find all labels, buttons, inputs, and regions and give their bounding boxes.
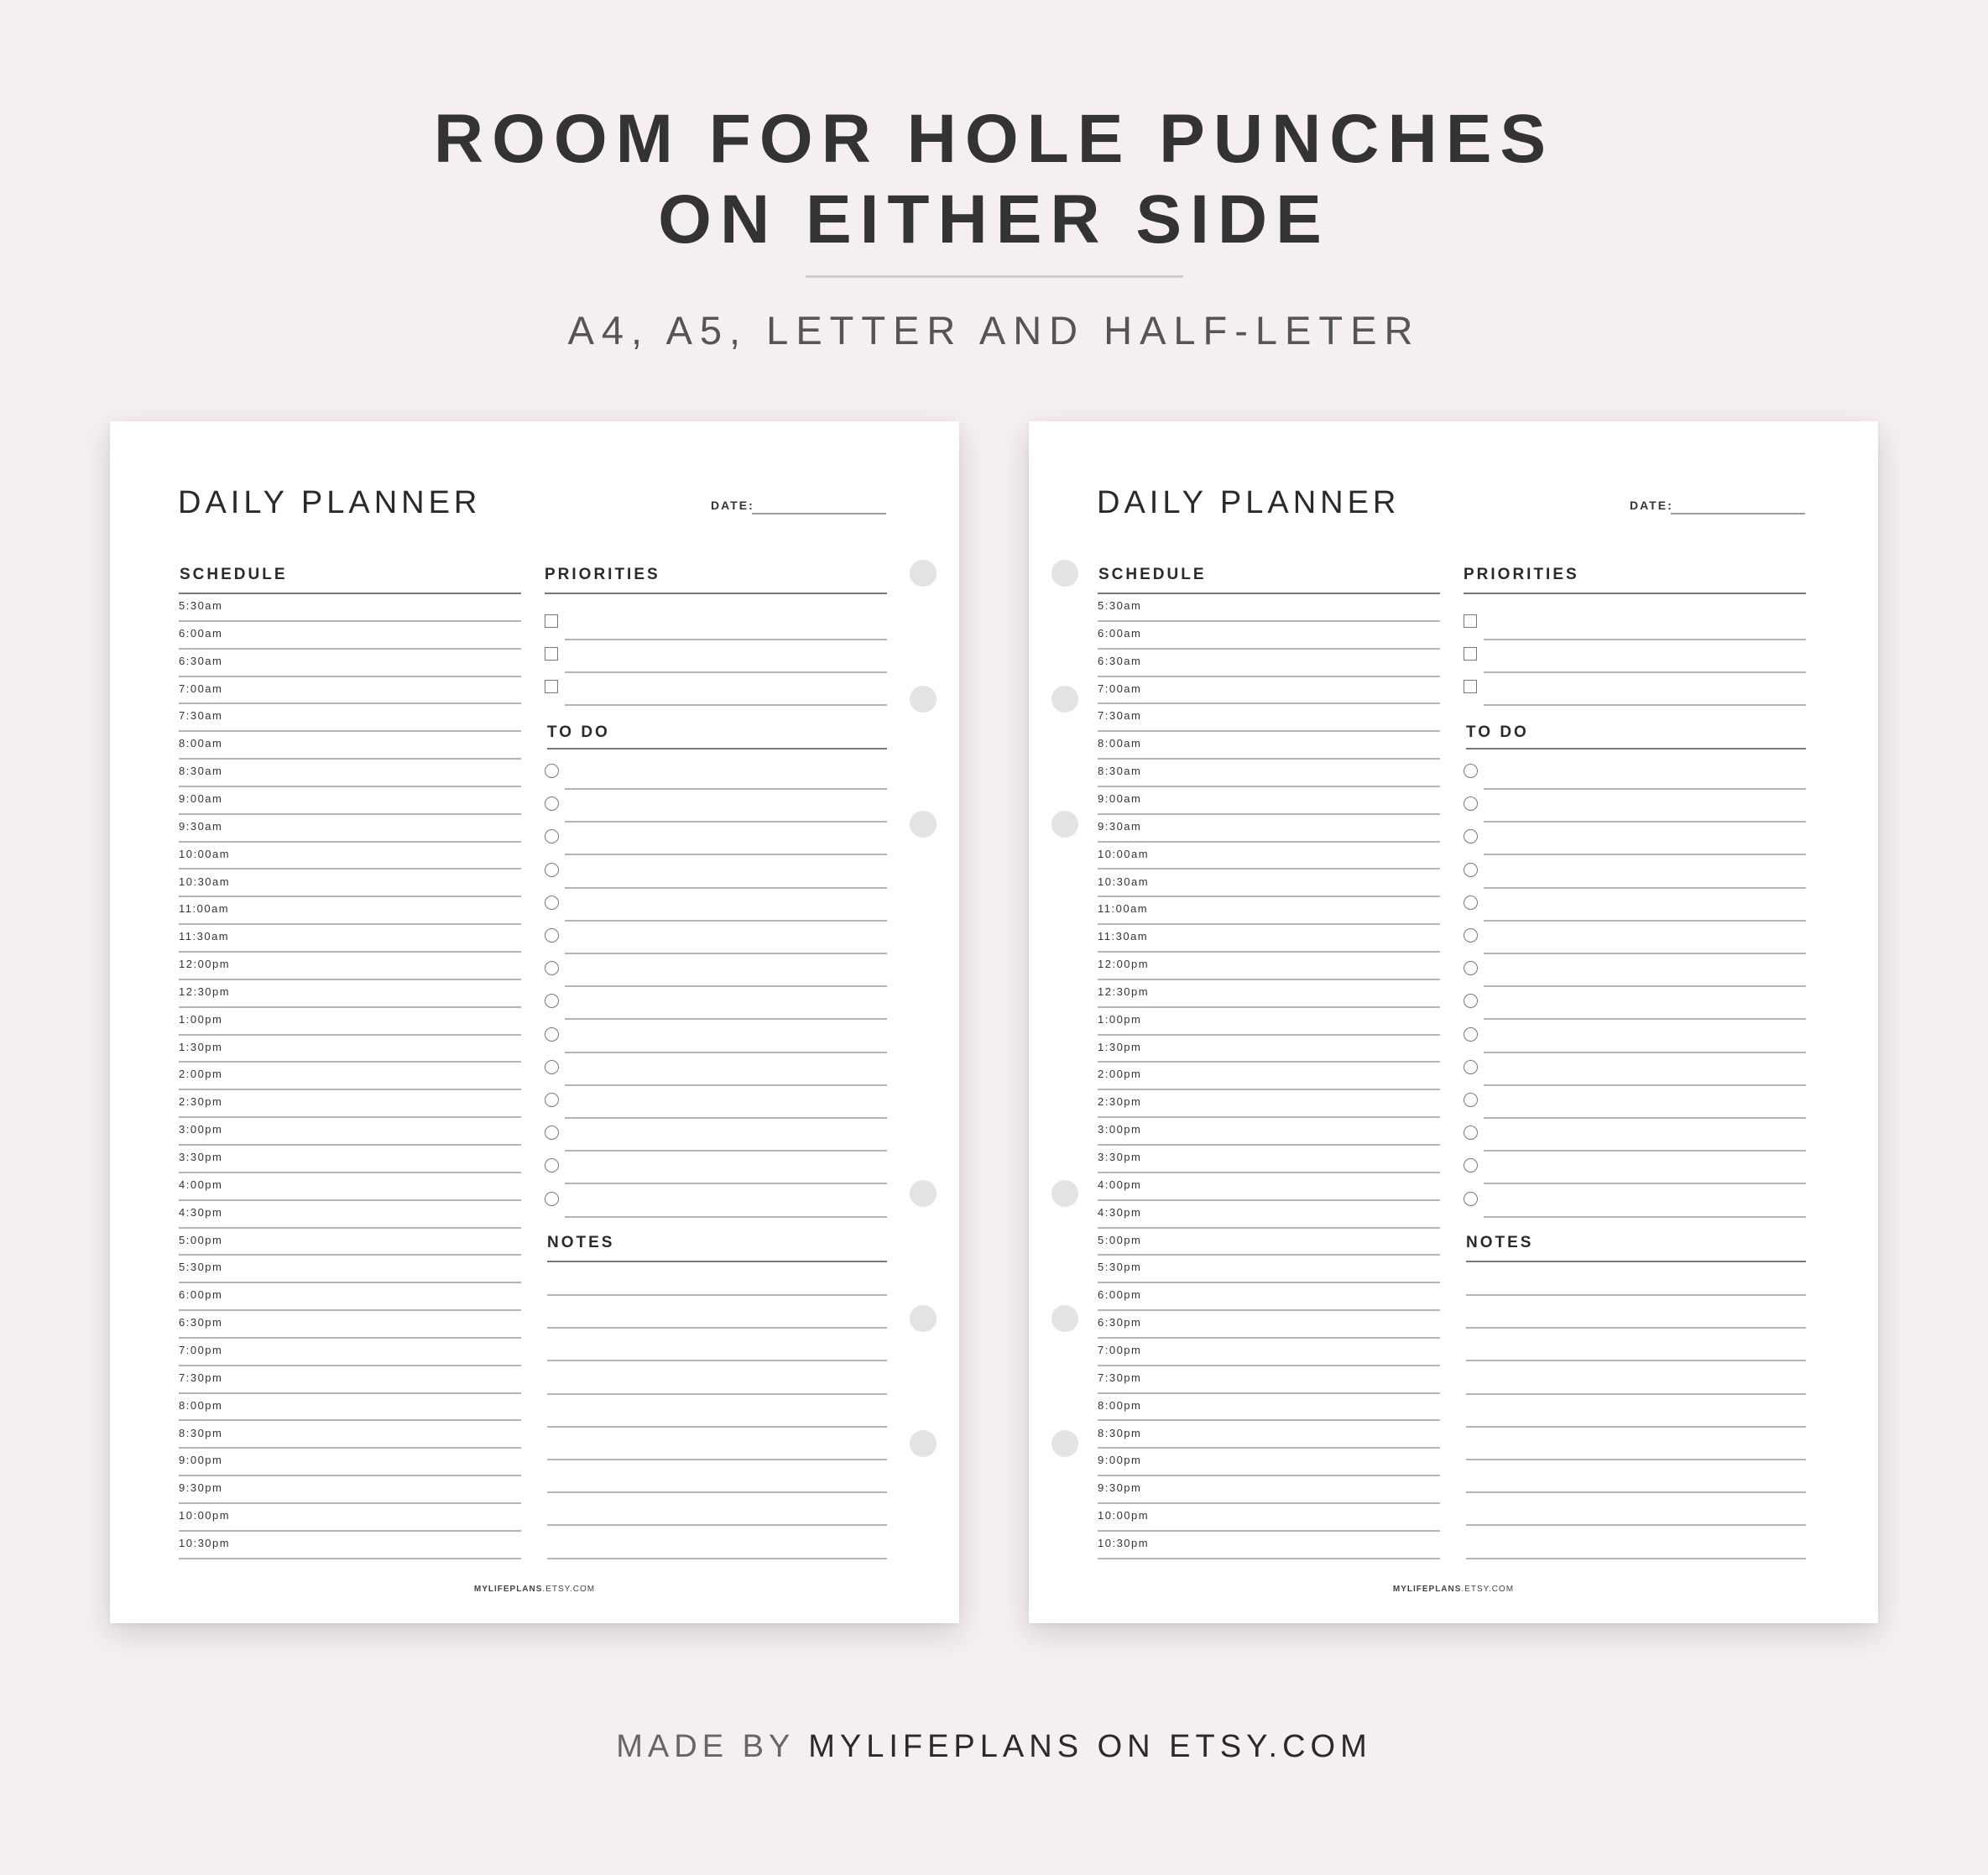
note-line[interactable] (547, 1393, 887, 1395)
schedule-slot[interactable] (179, 622, 521, 650)
schedule-slot[interactable] (1098, 1532, 1440, 1559)
todo-item[interactable] (545, 1185, 887, 1218)
footer-brand: MYLIFEPLANS ON ETSY.COM (808, 1729, 1372, 1764)
schedule-slot[interactable] (1098, 815, 1440, 843)
todo-item[interactable] (545, 922, 887, 954)
todo-item[interactable] (1464, 1185, 1806, 1218)
divider (806, 275, 1183, 278)
schedule-slot[interactable] (1098, 1229, 1440, 1256)
time-label: 9:00am (1098, 791, 1142, 805)
time-label: 4:00pm (179, 1178, 223, 1191)
schedule-slot[interactable] (179, 677, 521, 705)
todo-item[interactable] (1464, 1119, 1806, 1152)
headline-line-1: ROOM FOR HOLE PUNCHES (433, 101, 1555, 177)
circle-checkbox-icon[interactable] (545, 994, 559, 1008)
circle-checkbox-icon[interactable] (1464, 1060, 1478, 1074)
time-label: 6:30pm (179, 1316, 223, 1329)
planner-title: DAILY PLANNER (178, 485, 482, 520)
time-label: 10:30pm (1098, 1536, 1150, 1549)
schedule-slot[interactable] (179, 650, 521, 677)
circle-checkbox-icon[interactable] (1464, 863, 1478, 877)
todo-item[interactable] (1464, 987, 1806, 1020)
footer-prefix: MADE BY (616, 1729, 809, 1764)
notes-rule (1466, 1261, 1806, 1262)
schedule-slot[interactable] (179, 732, 521, 760)
time-label: 12:00pm (179, 958, 231, 971)
time-label: 7:00pm (179, 1343, 223, 1356)
time-label: 3:30pm (1098, 1151, 1142, 1163)
note-line[interactable] (547, 1524, 887, 1526)
circle-checkbox-icon[interactable] (545, 764, 559, 778)
time-label: 5:30pm (179, 1261, 223, 1274)
time-label: 10:00pm (1098, 1509, 1150, 1522)
time-label: 9:00pm (179, 1454, 223, 1467)
time-label: 5:30pm (1098, 1261, 1142, 1274)
schedule-slot[interactable] (1098, 925, 1440, 953)
schedule-slot[interactable] (1098, 1422, 1440, 1449)
todo-item[interactable] (545, 1119, 887, 1152)
circle-checkbox-icon[interactable] (1464, 1192, 1478, 1206)
time-label: 7:00am (1098, 682, 1142, 695)
time-label: 1:30pm (1098, 1040, 1142, 1053)
sheet-footer (110, 1585, 959, 1594)
note-line[interactable] (1466, 1459, 1806, 1460)
date-label: DATE: (711, 499, 754, 512)
schedule-slot[interactable] (179, 1422, 521, 1449)
footer-credit (0, 1729, 1988, 1765)
schedule-slot[interactable] (179, 787, 521, 815)
date-field[interactable] (752, 513, 886, 514)
time-label: 3:00pm (179, 1123, 223, 1136)
schedule-slot[interactable] (179, 1504, 521, 1532)
circle-checkbox-icon[interactable] (1464, 764, 1478, 778)
schedule-slot[interactable] (179, 1366, 521, 1394)
circle-checkbox-icon[interactable] (545, 796, 559, 811)
time-label: 2:00pm (179, 1068, 223, 1081)
todo-item[interactable] (545, 1086, 887, 1119)
priority-item[interactable] (545, 640, 887, 673)
time-label: 1:00pm (179, 1012, 223, 1026)
hole-punch-marker (1051, 1180, 1078, 1207)
note-line[interactable] (1466, 1360, 1806, 1361)
todo-heading: TO DO (1466, 723, 1529, 741)
checkbox-icon[interactable] (545, 614, 558, 628)
time-label: 8:30am (179, 765, 223, 778)
circle-checkbox-icon[interactable] (1464, 928, 1478, 943)
time-label: 2:30pm (179, 1095, 223, 1109)
priority-item[interactable] (1464, 673, 1806, 706)
sheet-footer-brand: MYLIFEPLANS (1392, 1585, 1462, 1594)
time-label: 1:00pm (1098, 1012, 1142, 1026)
note-line[interactable] (1466, 1558, 1806, 1559)
time-label: 10:30pm (179, 1536, 231, 1549)
circle-checkbox-icon[interactable] (545, 928, 559, 943)
time-label: 1:30pm (179, 1040, 223, 1053)
time-label: 4:30pm (179, 1205, 223, 1219)
schedule-slot[interactable] (179, 704, 521, 732)
hole-punch-marker (910, 1305, 937, 1332)
time-label: 8:30am (1098, 765, 1142, 778)
time-label: 10:00am (179, 847, 231, 860)
sheet-footer-brand: MYLIFEPLANS (473, 1585, 543, 1594)
schedule-slot[interactable] (1098, 953, 1440, 980)
time-label: 5:30am (1098, 599, 1142, 612)
schedule-slot[interactable] (179, 760, 521, 787)
circle-checkbox-icon[interactable] (1464, 796, 1478, 811)
circle-checkbox-icon[interactable] (545, 1027, 559, 1042)
schedule-slot[interactable] (1098, 1504, 1440, 1532)
schedule-slot[interactable] (1098, 1366, 1440, 1394)
time-label: 9:30am (179, 819, 223, 833)
circle-checkbox-icon[interactable] (1464, 1093, 1478, 1107)
todo-item[interactable] (545, 790, 887, 823)
priorities-heading: PRIORITIES (545, 566, 660, 583)
circle-checkbox-icon[interactable] (1464, 1027, 1478, 1042)
note-line[interactable] (547, 1294, 887, 1296)
todo-line (565, 1216, 887, 1218)
schedule-slot[interactable] (1098, 1283, 1440, 1311)
schedule-slot[interactable] (1098, 1090, 1440, 1118)
note-line[interactable] (1466, 1491, 1806, 1493)
todo-item[interactable] (1464, 790, 1806, 823)
schedule-slot[interactable] (1098, 704, 1440, 732)
circle-checkbox-icon[interactable] (545, 1060, 559, 1074)
schedule-slot[interactable] (1098, 1118, 1440, 1146)
sheet-footer (1029, 1585, 1878, 1594)
time-label: 7:30am (179, 709, 223, 723)
priorities-rule (545, 593, 887, 594)
schedule-slot[interactable] (179, 1394, 521, 1422)
time-label: 7:00pm (1098, 1343, 1142, 1356)
schedule-slot[interactable] (179, 897, 521, 925)
schedule-slot[interactable] (179, 1256, 521, 1283)
time-label: 8:00pm (179, 1398, 223, 1412)
schedule-heading: SCHEDULE (1098, 566, 1207, 583)
circle-checkbox-icon[interactable] (545, 896, 559, 910)
priority-line (565, 704, 887, 706)
time-label: 10:30am (179, 875, 231, 888)
time-label: 6:00pm (179, 1288, 223, 1302)
hole-punch-marker (1051, 1430, 1078, 1457)
time-label: 4:00pm (1098, 1178, 1142, 1191)
schedule-slot[interactable] (1098, 1173, 1440, 1201)
priority-item[interactable] (545, 673, 887, 706)
circle-checkbox-icon[interactable] (1464, 829, 1478, 843)
todo-item[interactable] (1464, 1021, 1806, 1053)
hole-punch-marker (910, 686, 937, 713)
time-label: 6:30am (1098, 654, 1142, 667)
circle-checkbox-icon[interactable] (545, 829, 559, 843)
todo-item[interactable] (1464, 922, 1806, 954)
schedule-slot[interactable] (1098, 760, 1440, 787)
time-label: 6:00am (179, 626, 223, 640)
schedule-slot[interactable] (1098, 1394, 1440, 1422)
todo-rule (547, 748, 887, 749)
schedule-slot[interactable] (1098, 1146, 1440, 1173)
checkbox-icon[interactable] (545, 680, 558, 693)
schedule-slot[interactable] (179, 953, 521, 980)
paper-sizes: A4, A5, LETTER AND HALF-LETER (567, 308, 1421, 353)
schedule-slot[interactable] (179, 843, 521, 870)
circle-checkbox-icon[interactable] (545, 1126, 559, 1140)
schedule-slot[interactable] (1098, 787, 1440, 815)
schedule-slot[interactable] (179, 980, 521, 1008)
todo-item[interactable] (545, 987, 887, 1020)
schedule-slot[interactable] (179, 594, 521, 622)
note-line[interactable] (547, 1360, 887, 1361)
hole-punch-marker (910, 560, 937, 587)
schedule-slot[interactable] (1098, 1256, 1440, 1283)
circle-checkbox-icon[interactable] (545, 863, 559, 877)
hole-punch-marker (1051, 811, 1078, 838)
schedule-slot[interactable] (179, 1008, 521, 1036)
todo-item[interactable] (545, 954, 887, 987)
time-label: 9:30am (1098, 819, 1142, 833)
circle-checkbox-icon[interactable] (1464, 1158, 1478, 1173)
notes-heading: NOTES (1466, 1234, 1534, 1251)
schedule-slot[interactable] (1098, 1476, 1440, 1504)
schedule-slot[interactable] (179, 1339, 521, 1366)
circle-checkbox-icon[interactable] (545, 1093, 559, 1107)
time-label: 5:00pm (1098, 1233, 1142, 1246)
hole-punch-marker (1051, 686, 1078, 713)
time-label: 2:00pm (1098, 1068, 1142, 1081)
schedule-slot[interactable] (1098, 622, 1440, 650)
schedule-slot[interactable] (1098, 980, 1440, 1008)
schedule-slot[interactable] (179, 1063, 521, 1090)
todo-item[interactable] (545, 889, 887, 922)
time-label: 11:00am (1098, 902, 1149, 916)
schedule-slot[interactable] (1098, 1008, 1440, 1036)
time-label: 9:30pm (1098, 1481, 1142, 1495)
circle-checkbox-icon[interactable] (1464, 1126, 1478, 1140)
schedule-slot[interactable] (1098, 1339, 1440, 1366)
todo-item[interactable] (1464, 757, 1806, 790)
schedule-slot[interactable] (1098, 1201, 1440, 1229)
schedule-slot[interactable] (179, 1311, 521, 1339)
note-line[interactable] (1466, 1524, 1806, 1526)
schedule-slot[interactable] (1098, 897, 1440, 925)
note-line[interactable] (547, 1327, 887, 1329)
priorities-heading: PRIORITIES (1464, 566, 1579, 583)
time-label: 5:30am (179, 599, 223, 612)
schedule-slot[interactable] (1098, 1063, 1440, 1090)
todo-item[interactable] (1464, 1053, 1806, 1086)
time-label: 8:30pm (179, 1426, 223, 1439)
note-line[interactable] (547, 1426, 887, 1428)
time-label: 3:00pm (1098, 1123, 1142, 1136)
checkbox-icon[interactable] (545, 647, 558, 661)
schedule-slot[interactable] (179, 925, 521, 953)
time-label: 9:00am (179, 791, 223, 805)
date-field[interactable] (1671, 513, 1805, 514)
sheet-footer-domain: .ETSY.COM (1461, 1585, 1515, 1594)
priority-item[interactable] (545, 608, 887, 640)
schedule-slot[interactable] (1098, 1449, 1440, 1476)
hole-punch-marker (1051, 1305, 1078, 1332)
time-label: 12:00pm (1098, 958, 1150, 971)
todo-item[interactable] (1464, 954, 1806, 987)
checkbox-icon[interactable] (1464, 647, 1477, 661)
todo-item[interactable] (1464, 889, 1806, 922)
note-line[interactable] (1466, 1393, 1806, 1395)
priorities-rule (1464, 593, 1806, 594)
notes-heading: NOTES (547, 1234, 615, 1251)
schedule-slot[interactable] (1098, 677, 1440, 705)
time-label: 7:00am (179, 682, 223, 695)
time-label: 11:30am (179, 930, 230, 943)
hole-punch-marker (910, 1430, 937, 1457)
headline (0, 99, 1988, 260)
note-line[interactable] (1466, 1327, 1806, 1329)
notes-rule (547, 1261, 887, 1262)
time-label: 4:30pm (1098, 1205, 1142, 1219)
time-label: 8:00am (1098, 737, 1142, 750)
todo-item[interactable] (545, 1021, 887, 1053)
todo-item[interactable] (545, 1152, 887, 1184)
schedule-slot[interactable] (179, 1090, 521, 1118)
schedule-slot[interactable] (179, 815, 521, 843)
priority-item[interactable] (1464, 608, 1806, 640)
todo-line (1484, 1216, 1806, 1218)
time-label: 10:00am (1098, 847, 1150, 860)
schedule-slot[interactable] (179, 1283, 521, 1311)
note-line[interactable] (547, 1491, 887, 1493)
time-label: 6:30pm (1098, 1316, 1142, 1329)
schedule-slot[interactable] (179, 1118, 521, 1146)
planner-sheet-right (1029, 421, 1878, 1623)
schedule-slot[interactable] (1098, 1311, 1440, 1339)
schedule-slot[interactable] (1098, 870, 1440, 898)
time-label: 12:30pm (179, 985, 231, 998)
time-label: 10:00pm (179, 1509, 231, 1522)
schedule-slot[interactable] (179, 1173, 521, 1201)
time-label: 10:30am (1098, 875, 1150, 888)
todo-item[interactable] (545, 823, 887, 855)
time-label: 11:00am (179, 902, 230, 916)
sheet-footer-domain: .ETSY.COM (542, 1585, 596, 1594)
time-label: 8:00am (179, 737, 223, 750)
time-label: 12:30pm (1098, 985, 1150, 998)
schedule-slot[interactable] (179, 1532, 521, 1559)
schedule-slot[interactable] (1098, 650, 1440, 677)
todo-item[interactable] (545, 757, 887, 790)
checkbox-icon[interactable] (1464, 680, 1477, 693)
hole-punch-marker (910, 1180, 937, 1207)
circle-checkbox-icon[interactable] (1464, 896, 1478, 910)
schedule-slot[interactable] (179, 1146, 521, 1173)
note-line[interactable] (1466, 1426, 1806, 1428)
planner-title: DAILY PLANNER (1097, 485, 1401, 520)
schedule-slot[interactable] (1098, 732, 1440, 760)
headline-line-2: ON EITHER SIDE (658, 181, 1330, 258)
todo-item[interactable] (1464, 1086, 1806, 1119)
todo-heading: TO DO (547, 723, 610, 741)
date-label: DATE: (1630, 499, 1673, 512)
planner-sheet-left (110, 421, 959, 1623)
time-label: 3:30pm (179, 1151, 223, 1163)
hole-punch-marker (910, 811, 937, 838)
circle-checkbox-icon[interactable] (545, 1192, 559, 1206)
todo-item[interactable] (1464, 1152, 1806, 1184)
schedule-slot[interactable] (1098, 843, 1440, 870)
time-label: 11:30am (1098, 930, 1149, 943)
schedule-heading: SCHEDULE (180, 566, 288, 583)
schedule-slot[interactable] (179, 1476, 521, 1504)
time-label: 9:30pm (179, 1481, 223, 1495)
todo-item[interactable] (545, 1053, 887, 1086)
note-line[interactable] (547, 1459, 887, 1460)
time-label: 7:30pm (179, 1371, 223, 1384)
circle-checkbox-icon[interactable] (1464, 994, 1478, 1008)
priority-item[interactable] (1464, 640, 1806, 673)
note-line[interactable] (1466, 1294, 1806, 1296)
todo-item[interactable] (1464, 823, 1806, 855)
circle-checkbox-icon[interactable] (545, 1158, 559, 1173)
todo-rule (1466, 748, 1806, 749)
time-label: 8:00pm (1098, 1398, 1142, 1412)
checkbox-icon[interactable] (1464, 614, 1477, 628)
time-label: 8:30pm (1098, 1426, 1142, 1439)
schedule-slot[interactable] (1098, 594, 1440, 622)
schedule-slot[interactable] (179, 1449, 521, 1476)
schedule-slot[interactable] (179, 1201, 521, 1229)
time-label: 9:00pm (1098, 1454, 1142, 1467)
circle-checkbox-icon[interactable] (1464, 961, 1478, 975)
priority-line (1484, 704, 1806, 706)
time-label: 7:30am (1098, 709, 1142, 723)
time-label: 6:00pm (1098, 1288, 1142, 1302)
time-label: 7:30pm (1098, 1371, 1142, 1384)
note-line[interactable] (547, 1558, 887, 1559)
time-label: 6:00am (1098, 626, 1142, 640)
time-label: 6:30am (179, 654, 223, 667)
schedule-slot[interactable] (179, 1229, 521, 1256)
circle-checkbox-icon[interactable] (545, 961, 559, 975)
hole-punch-marker (1051, 560, 1078, 587)
time-label: 5:00pm (179, 1233, 223, 1246)
schedule-slot[interactable] (179, 870, 521, 898)
schedule-slot[interactable] (179, 1036, 521, 1063)
todo-item[interactable] (545, 856, 887, 889)
todo-item[interactable] (1464, 856, 1806, 889)
schedule-slot[interactable] (1098, 1036, 1440, 1063)
time-label: 2:30pm (1098, 1095, 1142, 1109)
